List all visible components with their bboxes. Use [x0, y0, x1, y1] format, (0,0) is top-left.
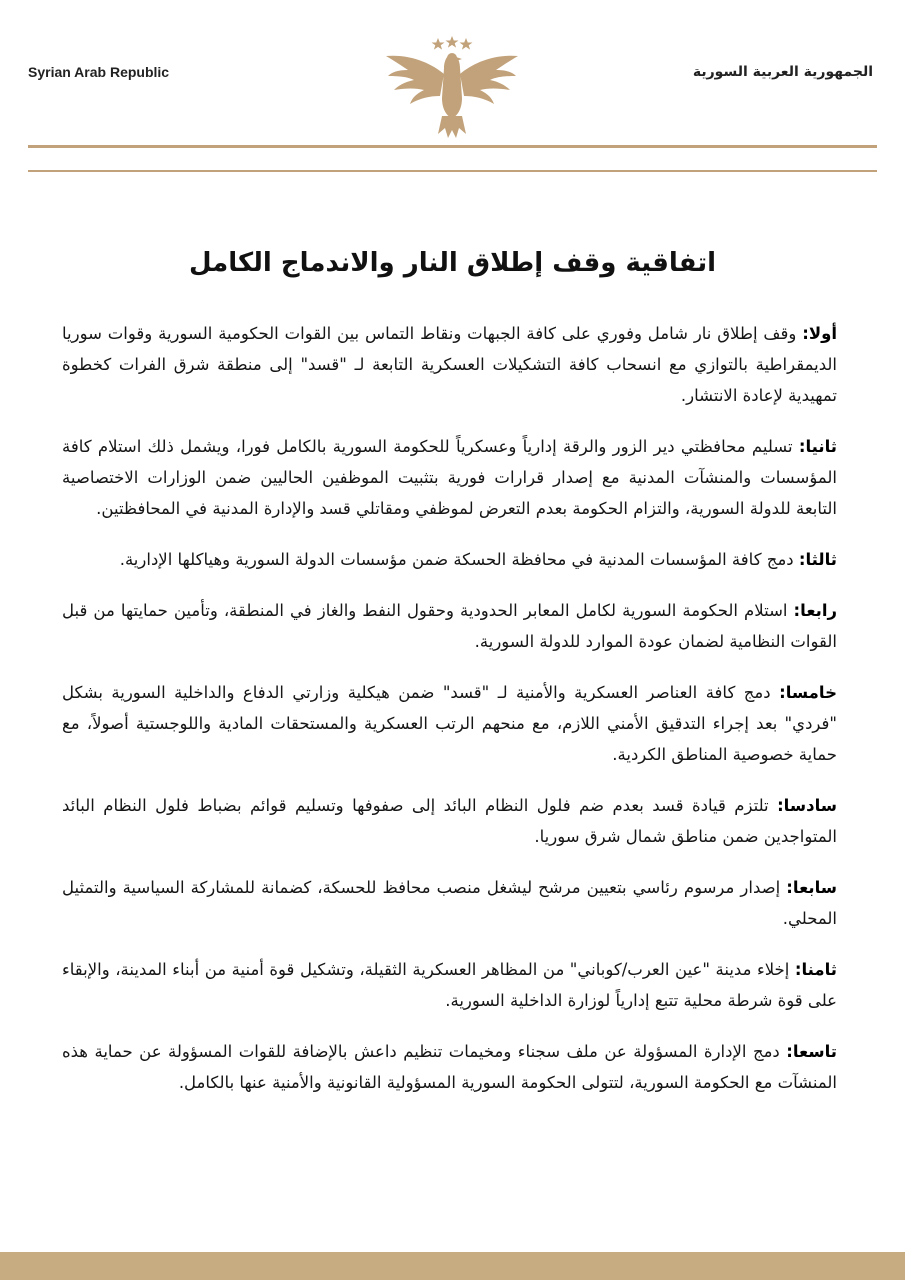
article-label: خامسا: — [779, 683, 837, 702]
article-label: رابعا: — [793, 601, 837, 620]
golden-eagle-emblem-icon — [382, 34, 522, 140]
article-text: إخلاء مدينة "عين العرب/كوباني" من المظاهر العسكرية الثقيلة، وتشكيل قوة أمنية من أبناء المدينة، والإبقاء على قوة شرطة محلية تتبع إدارياً لوزارة الداخلية السورية. — [62, 960, 837, 1010]
article-1 — [62, 318, 837, 411]
article-text: استلام الحكومة السورية لكامل المعابر الحدودية وحقول النفط والغاز في المنطقة، وتأمين حمايتها من قبل القوات النظامية لضمان عودة الموارد للدولة السورية. — [62, 601, 837, 651]
article-text: إصدار مرسوم رئاسي بتعيين مرشح ليشغل منصب محافظ للحسكة، كضمانة للمشاركة السياسية والتمثيل المحلي. — [62, 878, 837, 928]
article-text: تسليم محافظتي دير الزور والرقة إدارياً وعسكرياً للحكومة السورية بالكامل فورا، ويشمل ذلك استلام كافة المؤسسات والمنشآت المدنية مع إصدار قرارات فورية بتثبيت الموظفين الحاليين ضمن الوزارات الاختصاصية التابعة للدولة السورية، والتزام الحكومة بعدم التعرض لموظفي ومقاتلي قسد والإدارة المدنية في المحافظتين. — [62, 437, 837, 518]
letterhead — [0, 0, 905, 175]
document-title: اتفاقية وقف إطلاق النار والاندماج الكامل — [188, 248, 717, 278]
article-3 — [62, 544, 837, 575]
footer-band — [0, 1252, 905, 1280]
article-4 — [62, 595, 837, 657]
article-2 — [62, 431, 837, 524]
article-text: دمج كافة المؤسسات المدنية في محافظة الحسكة ضمن مؤسسات الدولة السورية وهياكلها الإدارية. — [119, 550, 794, 569]
header-divider-bottom — [28, 170, 877, 172]
article-5 — [62, 677, 837, 770]
article-label: ثانيا: — [798, 437, 837, 456]
article-text: وقف إطلاق نار شامل وفوري على كافة الجبهات ونقاط التماس بين القوات الحكومية السورية وقوات سوريا الديمقراطية بالتوازي مع انسحاب كافة التشكيلات العسكرية التابعة لـ "قسد" إلى منطقة شرق الفرات كخطوة تمهيدية لإعادة الانتشار. — [62, 324, 837, 405]
article-text: دمج الإدارة المسؤولة عن ملف سجناء ومخيمات تنظيم داعش بالإضافة للقوات المسؤولة عن حماية هذه المنشآت مع الحكومة السورية، لتتولى الحكومة السورية المسؤولية القانونية والأمنية عنها بالكامل. — [62, 1042, 837, 1092]
article-label: ثالثا: — [798, 550, 837, 569]
article-label: أولا: — [802, 324, 838, 343]
article-7 — [62, 872, 837, 934]
article-label: تاسعا: — [786, 1042, 837, 1061]
article-label: ثامنا: — [794, 960, 837, 979]
header-arabic-name: الجمهورية العربية السورية — [692, 64, 873, 80]
article-text: دمج كافة العناصر العسكرية والأمنية لـ "قسد" ضمن هيكلية وزارتي الدفاع والداخلية السورية بشكل "فردي" بعد إجراء التدقيق الأمني اللازم، مع منحهم الرتب العسكرية والمستحقات المادية واللوجستية أصولاً، مع حماية خصوصية المناطق الكردية. — [62, 683, 837, 764]
article-8 — [62, 954, 837, 1016]
header-english-name: Syrian Arab Republic — [28, 64, 170, 80]
article-9 — [62, 1036, 837, 1098]
articles-list — [62, 318, 837, 1118]
article-label: سادسا: — [777, 796, 837, 815]
article-6 — [62, 790, 837, 852]
article-label: سابعا: — [786, 878, 838, 897]
header-divider-top — [28, 145, 877, 148]
article-text: تلتزم قيادة قسد بعدم ضم فلول النظام البائد إلى صفوفها وتسليم قوائم بضباط فلول النظام البائد المتواجدين ضمن مناطق شمال شرق سوريا. — [62, 796, 837, 846]
